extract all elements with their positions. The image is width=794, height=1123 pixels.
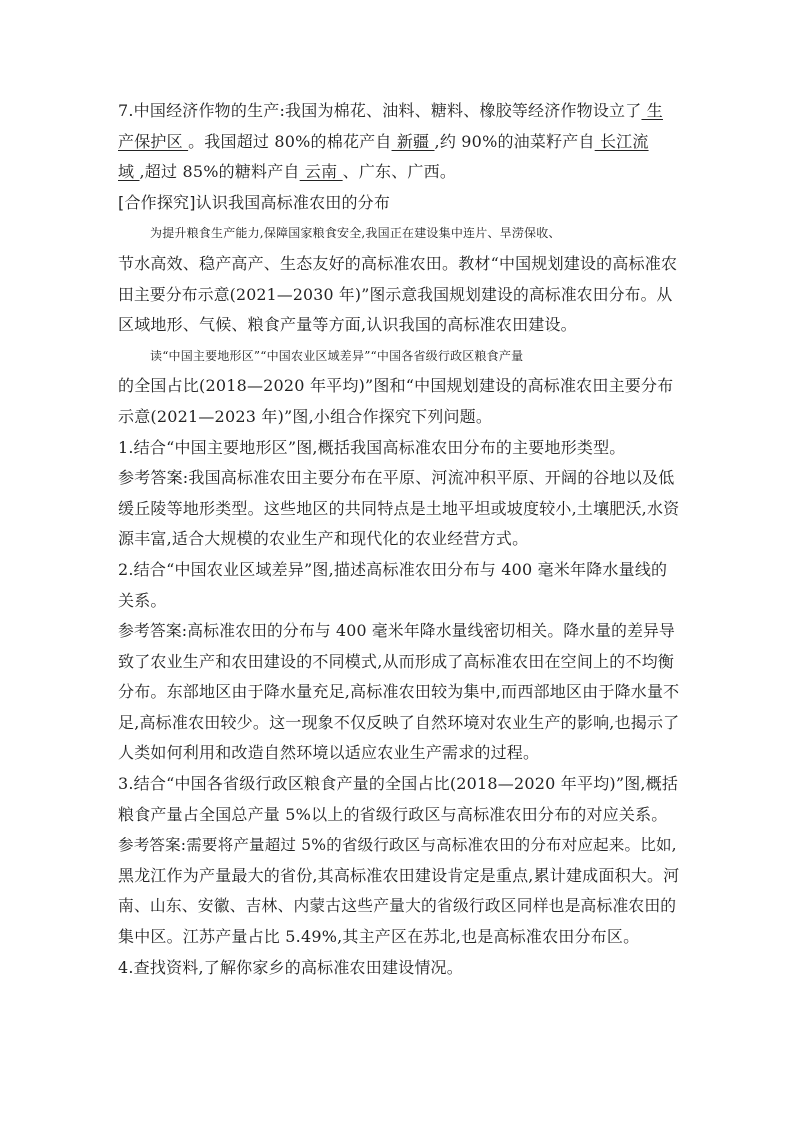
intro-line: 节水高效、稳产高产、生态友好的高标准农田。教材“中国规划建设的高标准农 bbox=[118, 253, 678, 273]
document-page bbox=[118, 96, 680, 983]
read-line: 的全国占比(2018—2020 年平均)”图和“中国规划建设的高标准农田主要分布 bbox=[118, 376, 674, 396]
answer-blank: 云南 bbox=[299, 162, 343, 182]
q7-text: ,超过 85%的糖料产自 bbox=[139, 162, 300, 182]
answer-2-line: 人类如何利用和改造自然环境以适应农业生产需求的过程。 bbox=[118, 743, 540, 763]
q7-line-2 bbox=[118, 127, 680, 158]
intro-line: 区域地形、气候、粮食产量等方面,认识我国的高标准农田建设。 bbox=[118, 315, 577, 335]
intro-line: 田主要分布示意(2021—2030 年)”图示意我国规划建设的高标准农田分布。从 bbox=[118, 284, 673, 304]
q7-text: 。我国超过 80%的棉花产自 bbox=[188, 131, 392, 151]
question-2-line: 2.结合“中国农业区域差异”图,描述高标准农田分布与 400 毫米年降水量线的 bbox=[118, 559, 668, 579]
read-line: 示意(2021—2023 年)”图,小组合作探究下列问题。 bbox=[118, 406, 493, 426]
answer-blank: 域 bbox=[118, 162, 140, 182]
answer-2-line: 参考答案:高标准农田的分布与 400 毫米年降水量线密切相关。降水量的差异导 bbox=[118, 621, 675, 641]
question-4: 4.查找资料,了解你家乡的高标准农田建设情况。 bbox=[118, 957, 463, 977]
q7-line-1 bbox=[118, 96, 680, 127]
answer-3-line: 南、山东、安徽、吉林、内蒙古这些产量大的省级行政区同样也是高标准农田的 bbox=[118, 896, 677, 916]
question-1: 1.结合“中国主要地形区”图,概括我国高标准农田分布的主要地形类型。 bbox=[118, 437, 626, 457]
read-line: 读“中国主要地形区”“中国农业区域差异”“中国各省级行政区粮食产量 bbox=[150, 348, 524, 363]
answer-3-line: 黑龙江作为产量最大的省份,其高标准农田建设肯定是重点,累计建成面积大。河 bbox=[118, 865, 680, 885]
q7-text: 7.中国经济作物的生产:我国为棉花、油料、糖料、橡胶等经济作物设立了 bbox=[118, 101, 642, 120]
answer-2-line: 致了农业生产和农田建设的不同模式,从而形成了高标准农田在空间上的不均衡 bbox=[118, 651, 675, 671]
answer-1-line: 缓丘陵等地形类型。这些地区的共同特点是土地平坦或坡度较小,土壤肥沃,水资 bbox=[118, 498, 680, 518]
q7-line-3 bbox=[118, 157, 680, 188]
section-title: [合作探究]认识我国高标准农田的分布 bbox=[118, 192, 391, 212]
q7-text: 、广东、广西。 bbox=[342, 162, 457, 182]
answer-blank: 产保护区 bbox=[118, 131, 189, 151]
answer-2-line: 分布。东部地区由于降水量充足,高标准农田较为集中,而西部地区由于降水量不 bbox=[118, 682, 680, 702]
answer-blank: 新疆 bbox=[391, 131, 435, 151]
question-2-line: 关系。 bbox=[118, 590, 167, 610]
answer-blank: 生 bbox=[641, 101, 663, 120]
answer-2-line: 足,高标准农田较少。这一现象不仅反映了自然环境对农业生产的影响,也揭示了 bbox=[118, 712, 680, 732]
intro-line: 为提升粮食生产能力,保障国家粮食安全,我国正在建设集中连片、旱涝保收、 bbox=[150, 226, 561, 241]
answer-blank: 长江流 bbox=[594, 131, 649, 151]
q7-text: ,约 90%的油菜籽产自 bbox=[434, 131, 595, 151]
answer-3-line: 参考答案:需要将产量超过 5%的省级行政区与高标准农田的分布对应起来。比如, bbox=[118, 836, 677, 855]
answer-1-line: 参考答案:我国高标准农田主要分布在平原、河流冲积平原、开阔的谷地以及低 bbox=[118, 468, 675, 488]
question-3-line: 3.结合“中国各省级行政区粮食产量的全国占比(2018—2020 年平均)”图,概括 bbox=[118, 774, 679, 794]
answer-3-line: 集中区。江苏产量占比 5.49%,其主产区在苏北,也是高标准农田分布区。 bbox=[118, 927, 640, 947]
answer-1-line: 源丰富,适合大规模的农业生产和现代化的农业经营方式。 bbox=[118, 529, 529, 549]
question-3-line: 粮食产量占全国总产量 5%以上的省级行政区与高标准农田分布的对应关系。 bbox=[118, 804, 668, 824]
